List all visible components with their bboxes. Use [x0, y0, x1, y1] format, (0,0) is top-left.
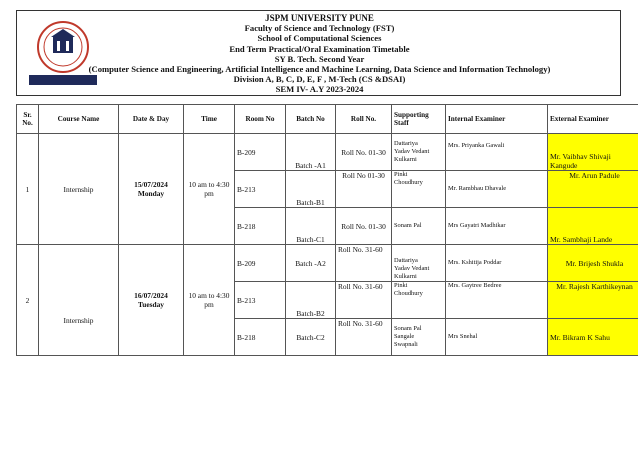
col-header-batch: Batch No: [286, 105, 336, 134]
batch-cell: Batch -A1: [286, 134, 336, 171]
staff-cell: [392, 171, 446, 208]
header-line: Faculty of Science and Technology (FST): [244, 23, 395, 34]
staff-line: Sonam Pal: [394, 325, 422, 332]
date-day-cell: [119, 245, 184, 356]
date-day-cell: [119, 134, 184, 245]
sr-no-cell: 1: [17, 134, 39, 245]
internal-examiner-cell: Mrs Snehal: [446, 319, 548, 356]
room-cell: B-218: [235, 319, 286, 356]
date-text: 15/07/2024: [134, 180, 168, 189]
staff-line: Dattariya: [394, 140, 418, 147]
internal-examiner-cell: Mrs Gayatri Madhikar: [446, 208, 548, 245]
external-examiner-cell: Mr. Brijesh Shukla: [548, 245, 638, 282]
internal-examiner-cell: Mrs. Priyanka Gawali: [446, 134, 548, 171]
external-examiner-cell: Mr. Vaibhav Shivaji Kangude: [548, 134, 638, 171]
roll-cell: Roll No. 01-30: [336, 208, 392, 245]
course-cell: Internship: [39, 134, 119, 245]
staff-line: Kulkarni: [394, 273, 417, 280]
room-cell: B-213: [235, 282, 286, 319]
header-line: SY B. Tech. Second Year: [274, 53, 365, 64]
col-header-room: Room No: [235, 105, 286, 134]
room-cell: B-209: [235, 245, 286, 282]
header-line: (Computer Science and Engineering, Artificial Intelligence and Machine Learning, Data Science and Information Technology): [88, 64, 551, 75]
batch-cell: Batch-B1: [286, 171, 336, 208]
internal-examiner-cell: Mr. Rambhau Dhavale: [446, 171, 548, 208]
col-header-roll: Roll No.: [336, 105, 392, 134]
col-header-sr: Sr. No.: [17, 105, 39, 134]
col-header-external: External Examiner: [548, 105, 638, 134]
roll-cell: Roll No. 31-60: [336, 245, 392, 282]
external-examiner-cell: Mr. Arun Padule: [548, 171, 638, 208]
sr-no-cell: 2: [17, 245, 39, 356]
col-header-staff: Supporting Staff: [392, 105, 446, 134]
staff-cell: [392, 245, 446, 282]
timetable: [16, 104, 638, 356]
staff-line: Choudhury: [394, 290, 423, 297]
col-header-internal: Internal Examiner: [446, 105, 548, 134]
staff-cell: [392, 134, 446, 171]
room-cell: B-209: [235, 134, 286, 171]
col-header-date: Date & Day: [119, 105, 184, 134]
batch-cell: Batch -A2: [286, 245, 336, 282]
internal-examiner-cell: Mrs. Gaytree Bedree: [446, 282, 548, 319]
staff-line: Pinki: [394, 282, 408, 289]
table-row: [17, 134, 638, 171]
room-cell: B-218: [235, 208, 286, 245]
staff-line: Sangale: [394, 333, 415, 340]
staff-line: Kulkarni: [394, 156, 417, 163]
staff-cell: [392, 319, 446, 356]
roll-cell: Roll No. 31-60: [336, 319, 392, 356]
table-row: [17, 245, 638, 282]
batch-cell: Batch-B2: [286, 282, 336, 319]
external-examiner-cell: Mr. Sambhaji Lande: [548, 208, 638, 245]
external-examiner-cell: Mr. Bikram K Sahu: [548, 319, 638, 356]
roll-cell: Roll No 01-30: [336, 171, 392, 208]
staff-line: Dattariya: [394, 257, 418, 264]
col-header-time: Time: [184, 105, 235, 134]
batch-cell: Batch-C2: [286, 319, 336, 356]
staff-line: Yadav Vedant: [394, 265, 430, 272]
course-cell: Internship: [39, 245, 119, 356]
time-cell: 10 am to 4:30 pm: [184, 134, 235, 245]
day-text: Monday: [137, 189, 165, 198]
staff-cell: [392, 282, 446, 319]
header-line: SEM IV- A.Y 2023-2024: [275, 84, 364, 95]
batch-cell: Batch-C1: [286, 208, 336, 245]
date-text: 16/07/2024: [134, 291, 168, 300]
internal-examiner-cell: Mrs. Kshitija Poddar: [446, 245, 548, 282]
header-line: Division A, B, C, D, E, F , M-Tech (CS &DSAI): [233, 74, 406, 85]
staff-line: Pinki: [394, 171, 408, 178]
room-cell: B-213: [235, 171, 286, 208]
table-header-row: [17, 105, 638, 134]
col-header-course: Course Name: [39, 105, 119, 134]
roll-cell: Roll No. 01-30: [336, 134, 392, 171]
header-box: [16, 10, 621, 96]
roll-cell: Roll No. 31-60: [336, 282, 392, 319]
staff-line: Choudhury: [394, 179, 423, 186]
staff-cell: Sonam Pal: [392, 208, 446, 245]
staff-line: Swapnali: [394, 341, 418, 348]
time-cell: 10 am to 4:30 pm: [184, 245, 235, 356]
header-line: End Term Practical/Oral Examination Timetable: [229, 43, 410, 54]
day-text: Tuesday: [137, 300, 165, 309]
header-line: JSPM UNIVERSITY PUNE: [265, 13, 374, 23]
external-examiner-cell: Mr. Rajesh Karthikeynan: [548, 282, 638, 319]
header-title-block: [17, 13, 622, 95]
staff-line: Yadav Vedant: [394, 148, 430, 155]
header-line: School of Computational Sciences: [257, 33, 382, 44]
